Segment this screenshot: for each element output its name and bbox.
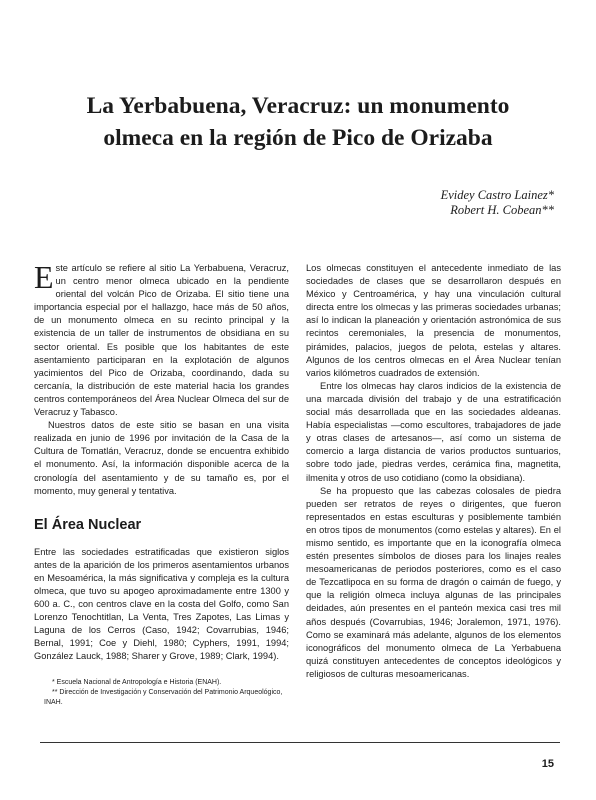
paragraph: Los olmecas constituyen el antecedente inmediato de las sociedades de clases que se desarrollaron después en México y Centroamérica, y hay una vinculación cultural directa entre los olmecas y las primeras sociedades urbanas; así lo indican la planeación y orientación astronómica de sus recintos ceremoniales, la presencia de monumentos, pirámides, palacios, juegos de pelota, estelas y altares. Algunos de los centros olmecas en el Área Nuclear tenían varios kilómetros cuadrados de extensión. <box>306 263 561 378</box>
paragraph: Entre las sociedades estratificadas que existieron siglos antes de la aparición de los primeros asentamientos urbanos en Mesoamérica, la más significativa y compleja es la cultura olmeca, que tuvo su apogeo aproximadamente entre 1300 y 600 a. C., con centros clave en la costa del Golfo, como San Lorenzo Tenochtitlan, La Venta, Tres Zapotes, Las Limas y Laguna de los Cerros (Caso, 1942; Covarrubias, 1946; Bernal, 1991; Coe y Diehl, 1980; Cyphers, 1991, 1994; González Lauck, 1988; Sharer y Grove, 1989; Clark, 1994). <box>34 546 289 662</box>
footer-rule <box>40 742 560 743</box>
footnote-2: ** Dirección de Investigación y Conservación del Patrimonio Arqueológico, INAH. <box>44 689 283 706</box>
title-line-2: olmeca en la región de Pico de Orizaba <box>103 125 493 151</box>
paragraph: Entre los olmecas hay claros indicios de la existencia de una marcada división del trabajo y de una estratificación social más desarrollada que en las sociedades aldeanas. Había especialistas —como escultores, trabajadores de jade y otras clases de artesanos—, así como un sistema de comercio a larga distancia de varios productos suntuarios, sobre todo jade, piedras verdes, cerámica fina, magnetita, ilmenita y otros de uso cotidiano (como la obsidiana). <box>306 380 561 483</box>
paragraph: Nuestros datos de este sitio se basan en una visita realizada en junio de 1996 por invitación de la Casa de la Cultura de Tomatlán, Veracruz, donde se encuentra exhibido el monumento. Así, la información disponible acerca de la cronología del asentamiento y de su tamaño es, por el momento, muy general y tentativa. <box>34 420 289 496</box>
author-2: Robert H. Cobean** <box>450 203 554 217</box>
footnotes <box>44 678 284 708</box>
intro-paragraph <box>34 259 289 419</box>
drop-cap: E <box>34 259 54 295</box>
section-heading: El Área Nuclear <box>34 516 142 533</box>
right-column <box>306 262 561 681</box>
author-block <box>441 188 554 218</box>
title-line-1: La Yerbabuena, Veracruz: un monumento <box>86 93 510 119</box>
article-title <box>40 90 556 154</box>
left-column <box>34 259 289 664</box>
paragraph: Se ha propuesto que las cabezas colosales de piedra pueden ser retratos de reyes o dirigentes, que fueron representados en estas esculturas y posiblemente también en otros tipos de monumentos (como estelas y altares). En el mismo sentido, es importante que en la iconografía olmeca estén presentes símbolos de dioses para los linajes reales mesoamericanas de periodos posteriores, como es el caso de Tezcatlipoca en su forma de dragón o caimán de fuego, y que la religión olmeca incluya algunas de las principales deidades, aún presentes en el panteón mexica casi tres mil años después (Covarrubias, 1946; Joralemon, 1971, 1976). Como se examinará más adelante, algunos de los elementos iconográficos del monumento olmeca de La Yerbabuena quizá constituyen antecedentes de conceptos ideológicos y religiosos de culturas mesoamericanas. <box>306 485 561 679</box>
page-number: 15 <box>541 758 554 770</box>
author-1: Evidey Castro Lainez* <box>440 188 554 202</box>
intro-text: ste artículo se refiere al sitio La Yerbabuena, Veracruz, un centro menor olmeca ubicado en la pendiente oriental del volcán Pico de Orizaba. El sitio tiene una importancia especial por el hallazgo, hace más de 50 años, de un monumento olmeca en su recinto principal y la existencia de un taller de instrumentos de obsidiana en su sector oriental. Es posible que los habitantes de este asentamiento participaran en la explotación de algunos yacimientos del Pico de Orizaba, coordinando, dada su cercanía, la distribución de este material hacia los grandes centros contemporáneos del Área Nuclear Olmeca del sur de Veracruz y Tabasco. <box>34 263 289 418</box>
footnote-1: * Escuela Nacional de Antropología e Historia (ENAH). <box>52 679 222 686</box>
